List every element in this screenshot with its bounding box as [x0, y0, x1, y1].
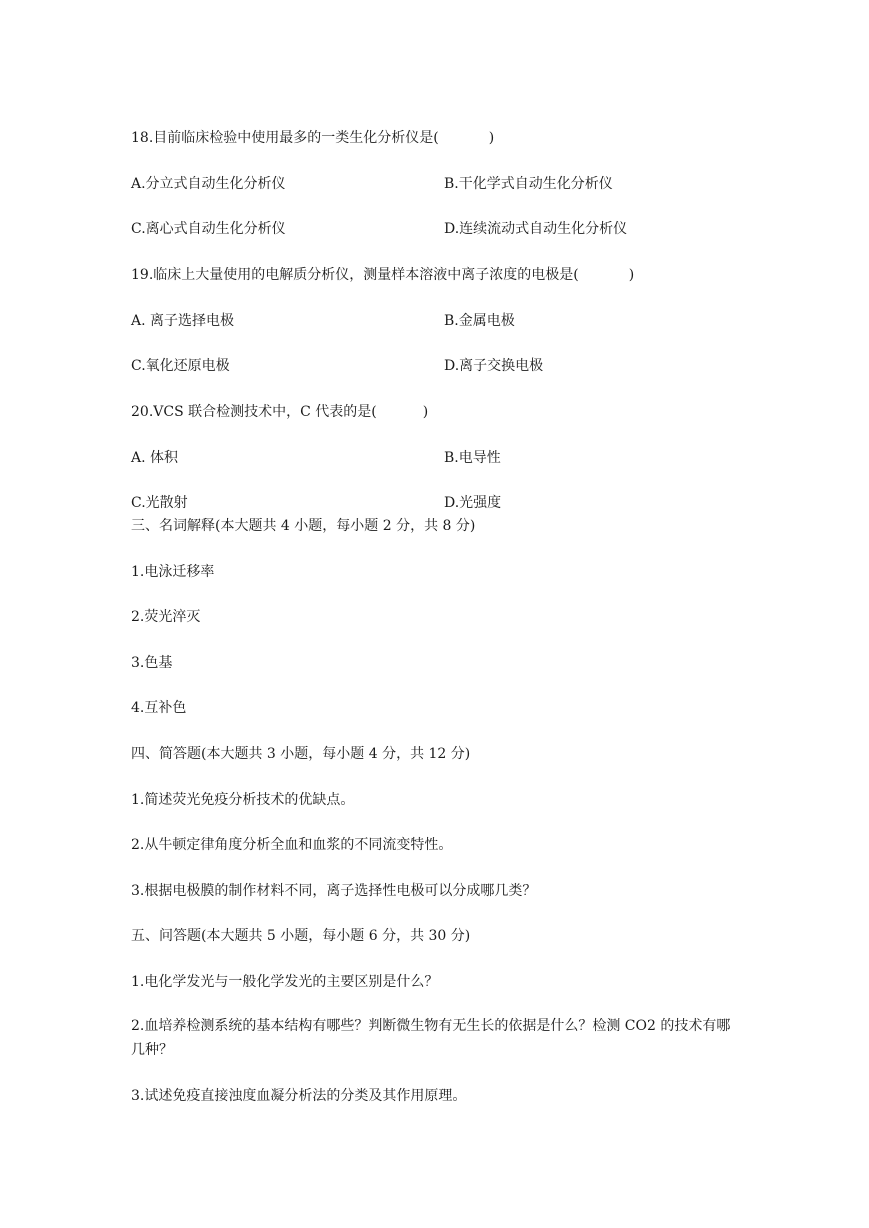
q19-option-c: C.氧化还原电极: [131, 358, 230, 374]
section-5-item: 1.电化学发光与一般化学发光的主要区别是什么？: [131, 974, 439, 990]
section-4-item: 1.简述荧光免疫分析技术的优缺点。: [131, 792, 355, 808]
section-4-item: 2.从牛顿定律角度分析全血和血浆的不同流变特性。: [131, 837, 453, 853]
section-5-heading: 五、问答题(本大题共 5 小题，每小题 6 分，共 30 分): [131, 928, 471, 944]
q18-option-b: B.干化学式自动生化分析仪: [444, 176, 613, 192]
q19-option-a: A. 离子选择电极: [131, 313, 235, 329]
q20-option-d: D.光强度: [444, 495, 502, 511]
q19-option-b: B.金属电极: [444, 313, 515, 329]
section-3-item: 1.电泳迁移率: [131, 564, 215, 580]
q18-option-d: D.连续流动式自动生化分析仪: [444, 221, 628, 237]
section-3-heading: 三、名词解释(本大题共 4 小题，每小题 2 分，共 8 分): [131, 518, 476, 534]
section-5-item: 2.血培养检测系统的基本结构有哪些？判断微生物有无生长的依据是什么？检测 CO2 的技术有哪几种？: [131, 1018, 731, 1058]
q18-option-c: C.离心式自动生化分析仪: [131, 221, 286, 237]
q20-option-b: B.电导性: [444, 450, 501, 466]
section-3-item: 3.色基: [131, 655, 173, 671]
q19-option-d: D.离子交换电极: [444, 358, 544, 374]
q18-option-a: A.分立式自动生化分析仪: [131, 176, 286, 192]
question-18-stem: 18.目前临床检验中使用最多的一类生化分析仪是( ): [131, 130, 495, 146]
section-3-item: 4.互补色: [131, 700, 187, 716]
question-20-stem: 20.VCS 联合检测技术中，C 代表的是( ): [131, 404, 429, 420]
section-4-item: 3.根据电极膜的制作材料不同，离子选择性电极可以分成哪几类？: [131, 883, 537, 899]
section-4-heading: 四、简答题(本大题共 3 小题，每小题 4 分，共 12 分): [131, 746, 471, 762]
q20-option-c: C.光散射: [131, 495, 188, 511]
question-19-stem: 19.临床上大量使用的电解质分析仪，测量样本溶液中离子浓度的电极是( ): [131, 267, 635, 283]
section-3-item: 2.荧光淬灭: [131, 609, 201, 625]
q20-option-a: A. 体积: [131, 450, 179, 466]
section-5-item: 3.试述免疫直接浊度血凝分析法的分类及其作用原理。: [131, 1088, 467, 1104]
